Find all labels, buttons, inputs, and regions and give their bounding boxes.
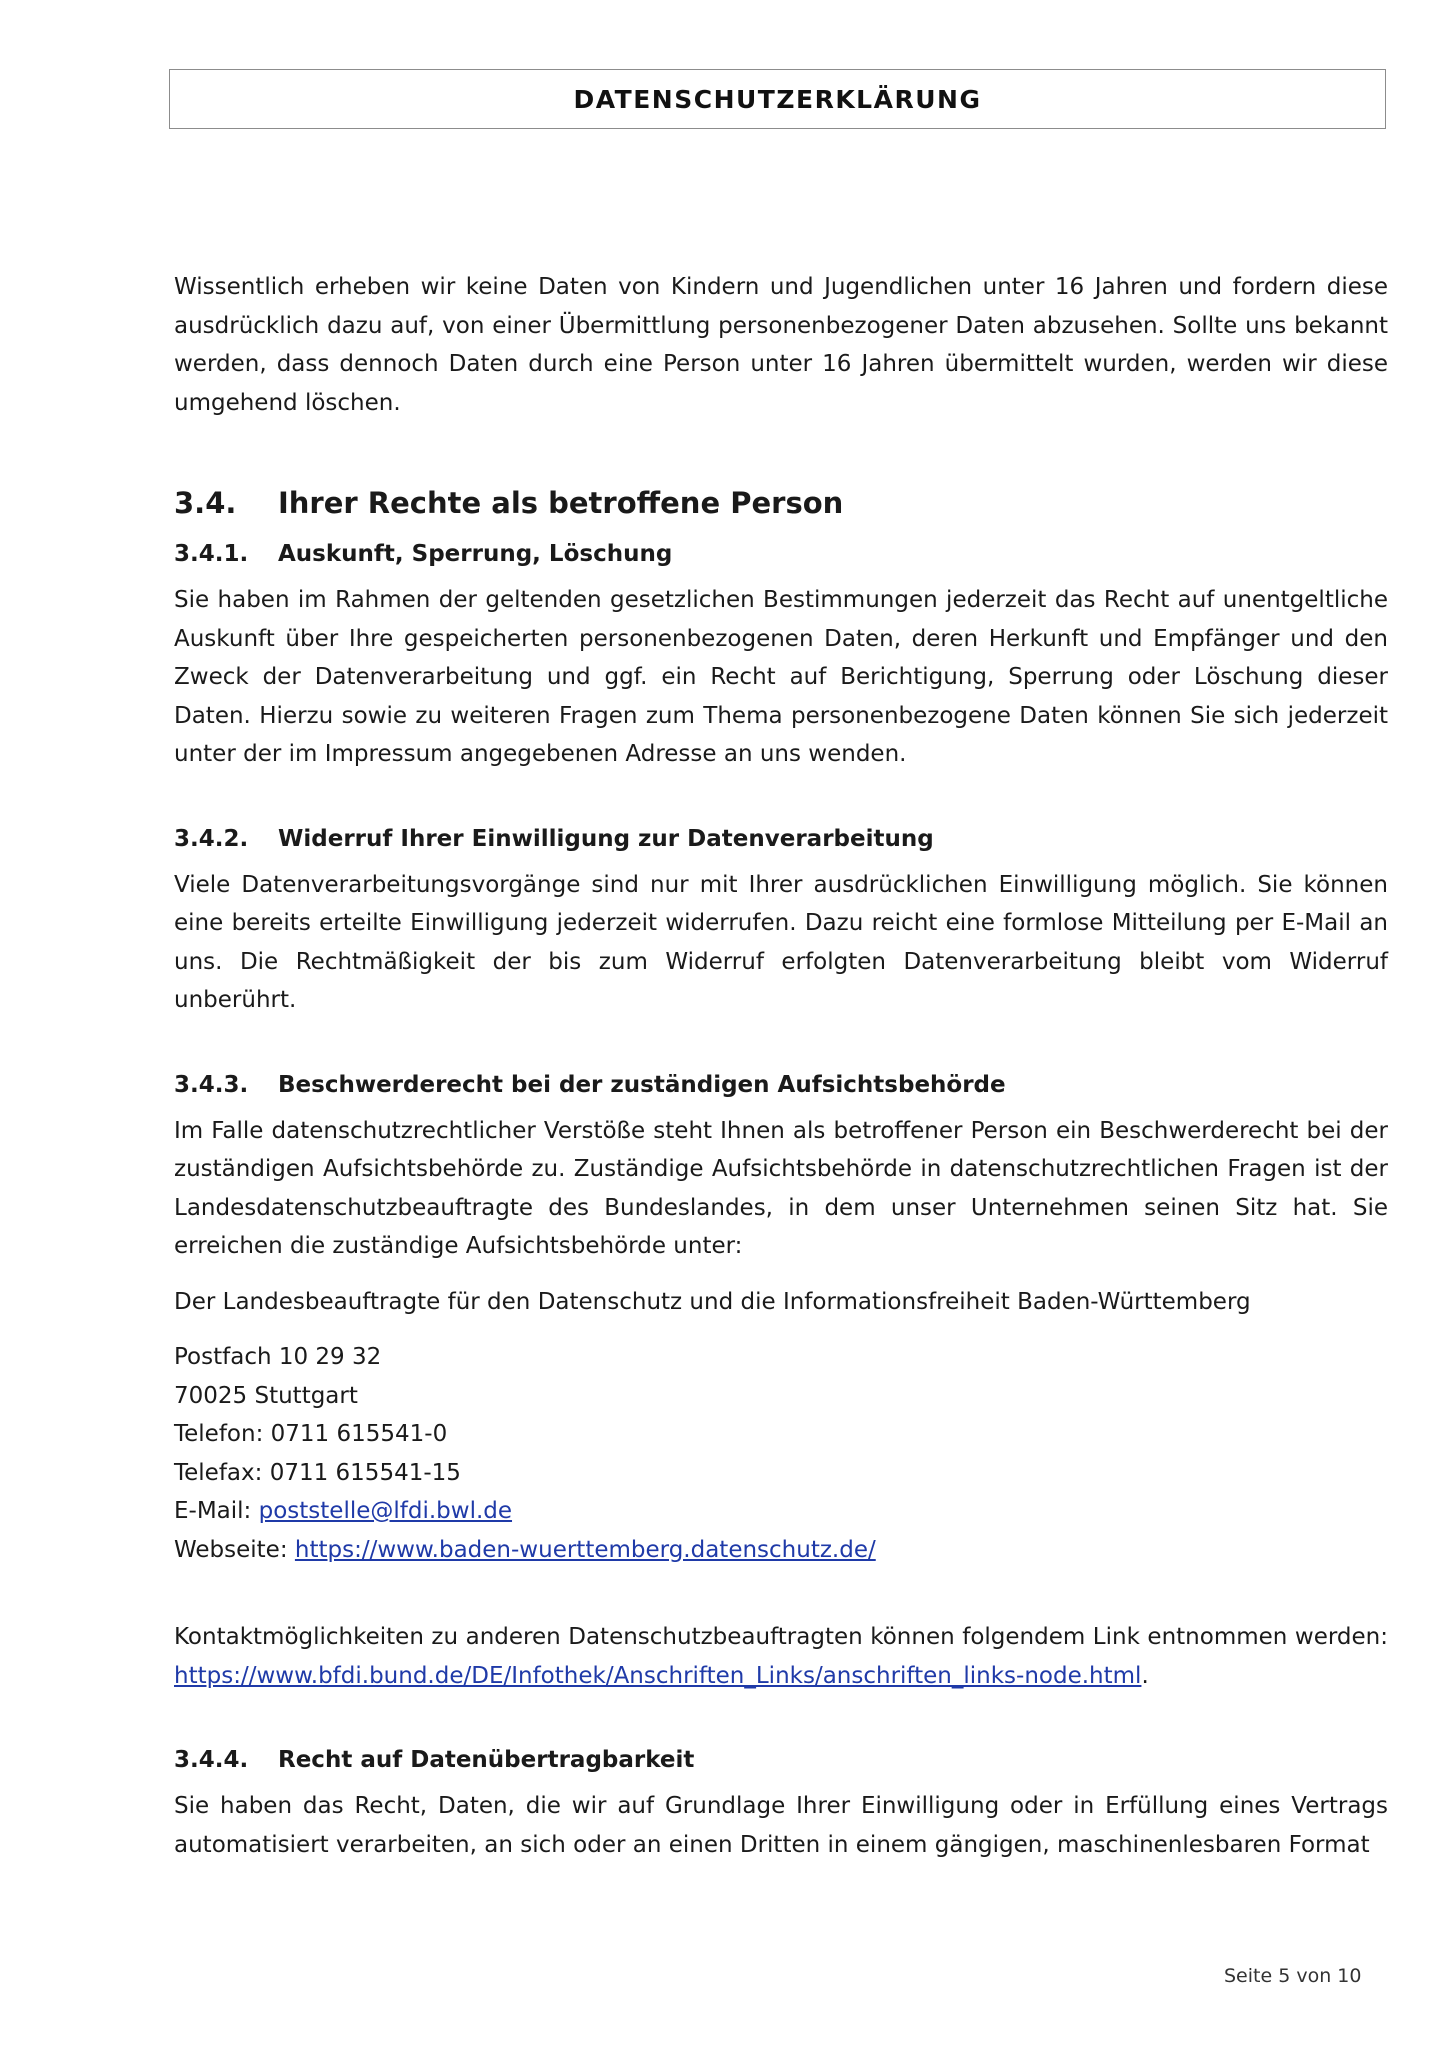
email-label: E-Mail:: [174, 1498, 259, 1524]
subsection-paragraph: Sie haben das Recht, Daten, die wir auf Grundlage Ihrer Einwilligung oder in Erfüllung eines Vertrags automatisiert verarbeiten, an sich oder an einen Dritten in einem gängigen, maschinenlesbaren Format: [174, 1793, 1388, 1858]
subsection-heading: [174, 1067, 1388, 1103]
section-heading: [174, 480, 1388, 526]
subsection-datenuebertragbarkeit: [174, 1742, 1388, 1864]
authority-address: [174, 1338, 1388, 1569]
section-number: 3.4.: [174, 486, 237, 520]
website-line: [174, 1531, 1388, 1570]
email-line: [174, 1492, 1388, 1531]
subsection-heading: [174, 821, 1388, 857]
subsection-title: Widerruf Ihrer Einwilligung zur Datenverarbeitung: [278, 825, 934, 852]
subsection-number: 3.4.3.: [174, 1071, 249, 1098]
subsection-auskunft: [174, 536, 1388, 774]
website-label: Webseite:: [174, 1536, 295, 1563]
contact-end: .: [1141, 1662, 1149, 1689]
authority-name: Der Landesbeauftragte für den Datenschutz und die Informationsfreiheit Baden-Württemberg: [174, 1288, 1251, 1315]
subsection-widerruf: [174, 821, 1388, 1020]
email-link[interactable]: poststelle@lfdi.bwl.de: [258, 1498, 513, 1524]
city-line: 70025 Stuttgart: [174, 1382, 358, 1409]
subsection-heading: [174, 1742, 1388, 1778]
website-link[interactable]: https://www.baden-wuerttemberg.datenschutz.de/: [294, 1536, 876, 1563]
subsection-heading: [174, 536, 1388, 572]
intro-paragraph: Wissentlich erheben wir keine Daten von Kindern und Jugendlichen unter 16 Jahren und fordern diese ausdrücklich dazu auf, von einer Übermittlung personenbezogener Daten abzusehen. Sollte uns bekannt werden, dass dennoch Daten durch eine Person unter 16 Jahren übermittelt wurden, werden wir diese umgehend löschen.: [174, 274, 1388, 416]
subsection-beschwerderecht: [174, 1067, 1388, 1696]
document-title: DATENSCHUTZERKLÄRUNG: [573, 84, 982, 114]
subsection-number: 3.4.1.: [174, 541, 249, 567]
subsection-paragraph: Viele Datenverarbeitungsvorgänge sind nur mit Ihrer ausdrücklichen Einwilligung möglich. Sie können eine bereits erteilte Einwilligung jederzeit widerrufen. Dazu reicht eine formlose Mitteilung per E-Mail an uns. Die Rechtmäßigkeit der bis zum Widerruf erfolgten Datenverarbeitung bleibt vom Widerruf unberührt.: [174, 871, 1388, 1013]
subsection-paragraph: Sie haben im Rahmen der geltenden gesetzlichen Bestimmungen jederzeit das Recht auf unentgeltliche Auskunft über Ihre gespeicherten personenbezogenen Daten, deren Herkunft und Empfänger und den Zweck der Datenverarbeitung und ggf. ein Recht auf Berichtigung, Sperrung oder Löschung dieser Daten. Hierzu sowie zu weiteren Fragen zum Thema personenbezogene Daten können Sie sich jederzeit unter der im Impressum angegebenen Adresse an uns wenden.: [174, 587, 1388, 767]
subsection-number: 3.4.2.: [174, 825, 249, 852]
page-header: [169, 69, 1386, 129]
page-number: Seite 5 von 10: [1224, 1965, 1362, 1987]
contact-text: Kontaktmöglichkeiten zu anderen Datenschutzbeauftragten können folgendem Link entnommen werden:: [174, 1624, 1388, 1650]
subsection-title: Auskunft, Sperrung, Löschung: [278, 541, 673, 567]
subsection-paragraph: Im Falle datenschutzrechtlicher Verstöße steht Ihnen als betroffener Person ein Beschwerderecht bei der zuständigen Aufsichtsbehörde zu. Zuständige Aufsichtsbehörde in datenschutzrechtlichen Fragen ist der Landesdatenschutzbeauftragte des Bundeslandes, in dem unser Unternehmen seinen Sitz hat. Sie erreichen die zuständige Aufsichtsbehörde unter:: [174, 1117, 1388, 1259]
contact-paragraph: [174, 1618, 1388, 1695]
telefon-line: Telefon: 0711 615541-0: [174, 1421, 448, 1447]
subsection-number: 3.4.4.: [174, 1747, 249, 1773]
postfach-line: Postfach 10 29 32: [174, 1344, 382, 1370]
document-body: [174, 268, 1388, 1911]
telefax-line: Telefax: 0711 615541-15: [174, 1459, 461, 1486]
subsection-title: Recht auf Datenübertragbarkeit: [278, 1747, 695, 1773]
section-title: Ihrer Rechte als betroffene Person: [278, 486, 844, 520]
contact-link[interactable]: https://www.bfdi.bund.de/DE/Infothek/Anschriften_Links/anschriften_links-node.html: [174, 1662, 1142, 1689]
subsection-title: Beschwerderecht bei der zuständigen Aufsichtsbehörde: [278, 1071, 1006, 1098]
